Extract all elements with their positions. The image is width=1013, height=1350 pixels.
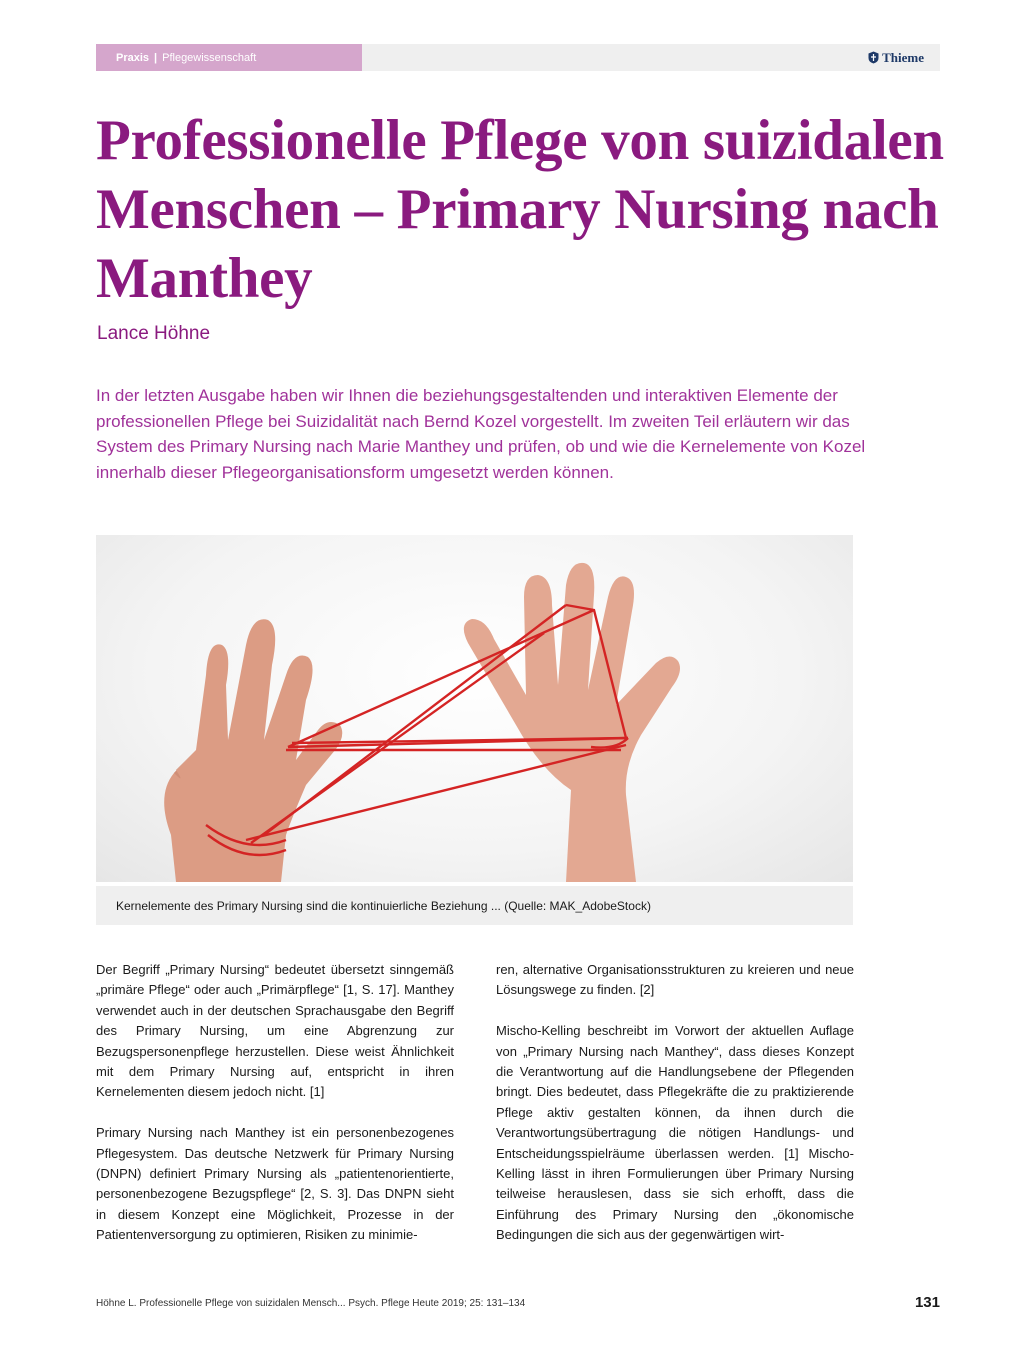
paragraph: Der Begriff „Primary Nursing“ bedeutet übersetzt sinngemäß „primäre Pflege“ oder auch „Primärpflege“ [1, S. 17]. Manthey verwendet auch in der deutschen Sprachausgabe den Begriff des Primary Nursing, um eine Abgrenzung zur Bezugspersonenpflege herzustellen. Diese weist Ähnlichkeit mit dem Primary Nursing auf, entspricht in ihren Kernelementen diesem jedoch nicht. [1]: [96, 962, 454, 1100]
page-number: 131: [914, 1294, 940, 1311]
section-separator: |: [154, 51, 158, 64]
paragraph: Primary Nursing nach Manthey ist ein personenbezogenes Pflegesystem. Das deutsche Netzwerk für Primary Nursing (DNPN) definiert Primary Nursing als „patientenorientierte, personenbezogene Bezugspflege“ [2, S. 3]. Das DNPN sieht in diesem Konzept eine Möglichkeit, Prozesse in der Patientenversorgung zu optimieren, Risiken zu minimie-: [96, 1125, 454, 1243]
right-hand-illustration: [464, 563, 680, 882]
publisher-bar: [362, 44, 940, 71]
paragraph: Mischo-Kelling beschreibt im Vorwort der aktuellen Auflage von „Primary Nursing nach Manthey“, dass dieses Konzept die Verantwortung auf die Handlungsebene der Pflegenden bringt. Dies bedeutet, dass Pflegekräfte die zu praktizierende Pflege aktiv gestalten können, da ihnen durch die Verantwortungsübertragung die nötigen Handlungs- und Entscheidungsspielräume überlassen werden. [1] Mischo-Kelling lässt in ihren Formulierungen über Primary Nursing teilweise herauslesen, dass sie sich erhofft, dass die Einführung des Primary Nursing den „ökonomische Bedingungen die sich aus der gegenwärtigen wirt-: [496, 1023, 854, 1243]
paragraph: ren, alternative Organisationsstrukturen zu kreieren und neue Lösungswege zu finden. [2]: [496, 962, 854, 998]
section-label: Praxis: [116, 51, 150, 64]
section-banner: [96, 44, 362, 71]
article-lead: In der letzten Ausgabe haben wir Ihnen die beziehungsgestaltenden und interaktiven Elemente der professionellen Pflege bei Suizidalität nach Bernd Kozel vorgestellt. Im zweiten Teil erläutern wir das System des Primary Nursing nach Marie Manthey und prüfen, ob und wie die Kernelemente von Kozel innerhalb dieser Pflegeorganisationsform umgesetzt werden können.: [96, 386, 866, 482]
publisher-name: Thieme: [882, 49, 924, 65]
subsection-label: Pflegewissenschaft: [162, 51, 257, 64]
body-column-right: [496, 960, 854, 1266]
article-title: Professionelle Pflege von suizidalen Menschen – Primary Nursing nach Manthey: [96, 109, 944, 310]
article-photo: [96, 535, 853, 882]
footer-citation: Höhne L. Professionelle Pflege von suizidalen Mensch... Psych. Pflege Heute 2019; 25: 131–134: [96, 1298, 526, 1309]
body-column-left: [96, 960, 454, 1266]
article-author: Lance Höhne: [97, 323, 211, 344]
figure-caption: Kernelemente des Primary Nursing sind die kontinuierliche Beziehung ... (Quelle: MAK_AdobeStock): [96, 886, 853, 925]
publisher-logo: [868, 50, 924, 66]
thieme-crest-icon: [868, 51, 879, 64]
